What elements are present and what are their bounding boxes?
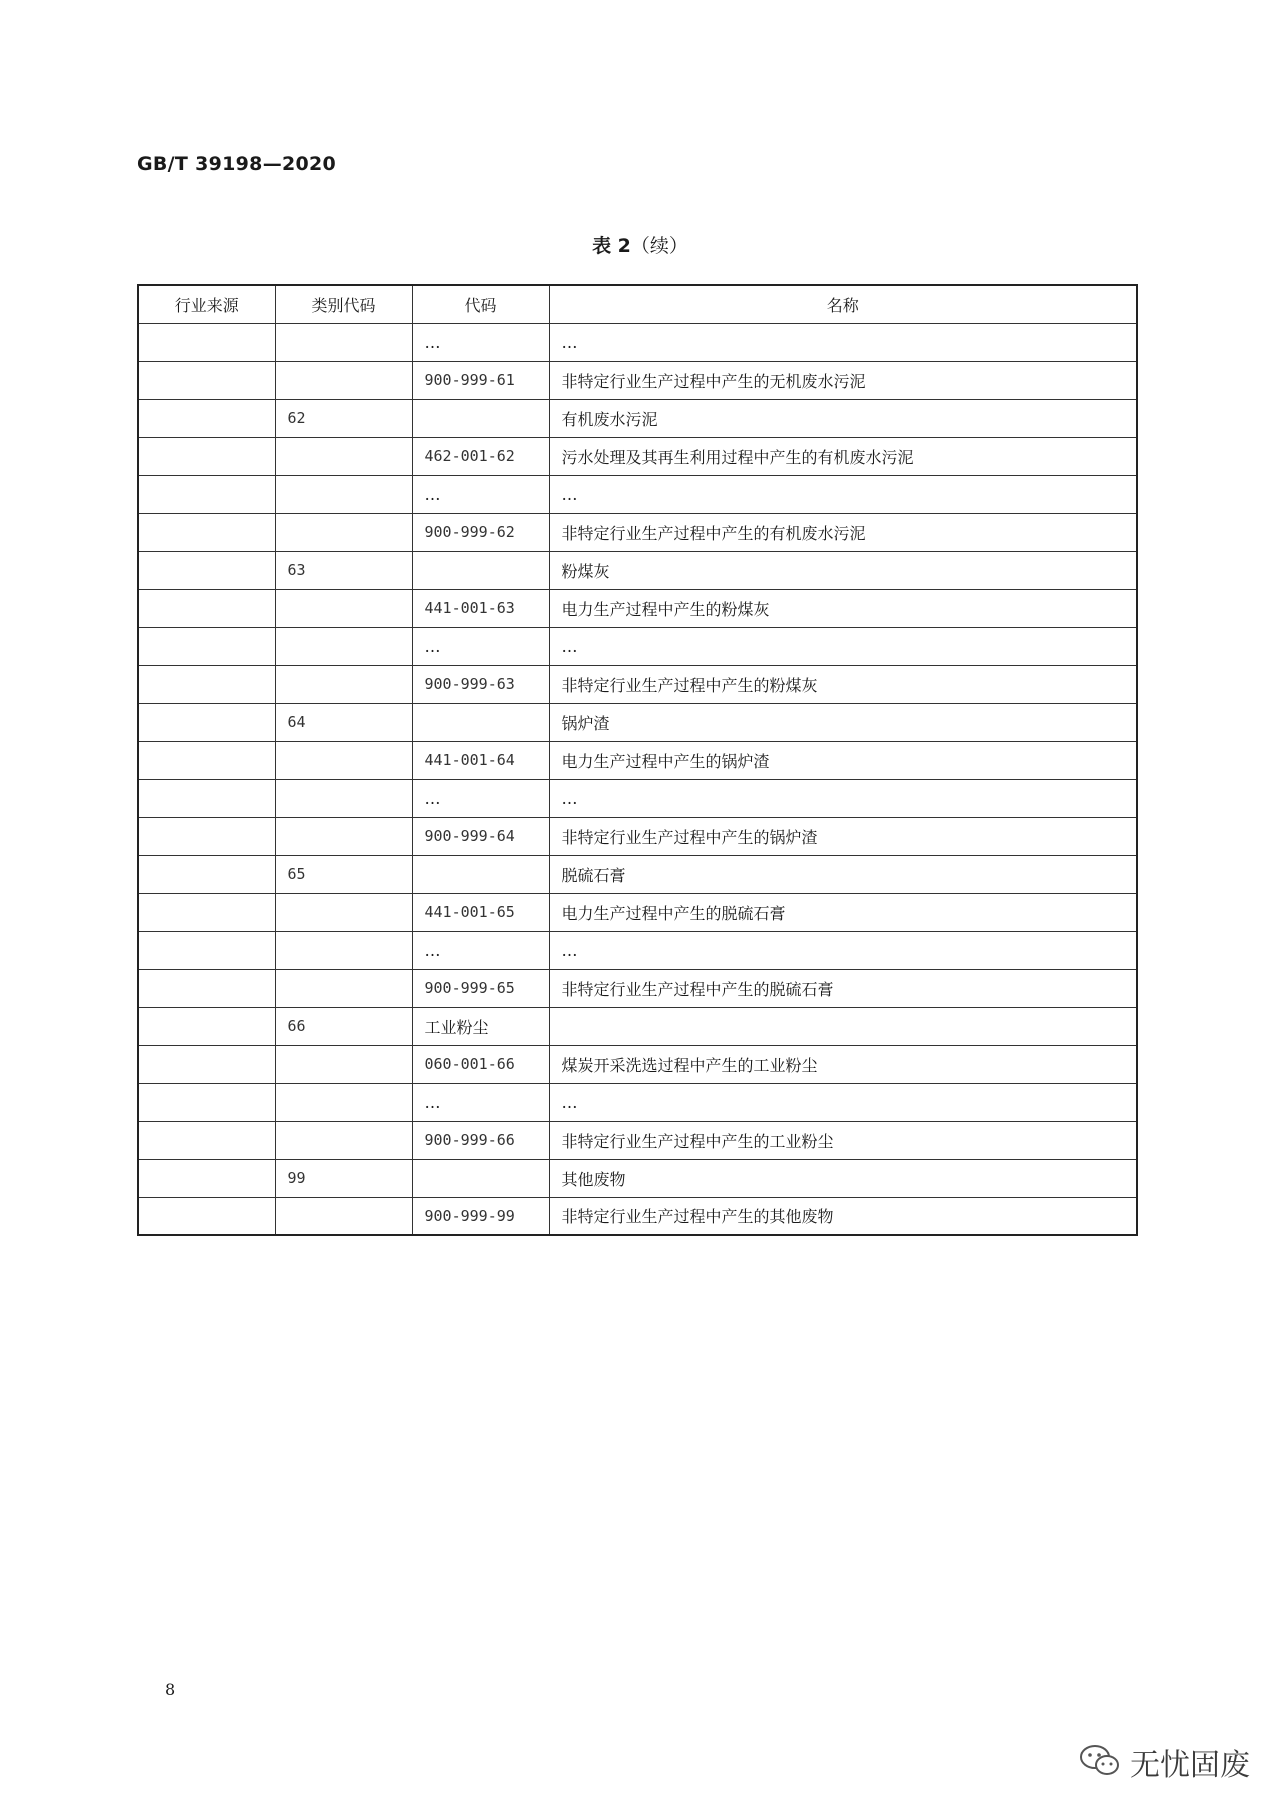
table-row	[138, 589, 1137, 627]
code-cell: …	[412, 475, 549, 513]
category-code-cell: 66	[275, 1007, 412, 1045]
industry-source-cell	[138, 1197, 275, 1235]
category-code-cell	[275, 1121, 412, 1159]
code-cell: 060-001-66	[412, 1045, 549, 1083]
name-cell: 非特定行业生产过程中产生的有机废水污泥	[549, 513, 1137, 551]
category-code-cell	[275, 627, 412, 665]
table-row	[138, 1159, 1137, 1197]
industry-source-cell	[138, 551, 275, 589]
name-cell: 非特定行业生产过程中产生的工业粉尘	[549, 1121, 1137, 1159]
table-row	[138, 323, 1137, 361]
code-cell: 900-999-61	[412, 361, 549, 399]
category-code-cell: 65	[275, 855, 412, 893]
table-row	[138, 931, 1137, 969]
table-header-row	[138, 285, 1137, 323]
category-code-cell	[275, 513, 412, 551]
name-cell: 粉煤灰	[549, 551, 1137, 589]
name-cell: 煤炭开采洗选过程中产生的工业粉尘	[549, 1045, 1137, 1083]
standard-code: GB/T 39198—2020	[137, 153, 337, 175]
code-cell: 441-001-63	[412, 589, 549, 627]
code-cell: …	[412, 931, 549, 969]
code-cell	[412, 703, 549, 741]
category-code-cell	[275, 475, 412, 513]
industry-source-cell	[138, 399, 275, 437]
name-cell	[549, 1007, 1137, 1045]
category-code-cell	[275, 437, 412, 475]
wechat-icon	[1078, 1743, 1122, 1781]
name-cell: …	[549, 323, 1137, 361]
code-cell: 900-999-99	[412, 1197, 549, 1235]
column-header-code: 代码	[412, 285, 549, 323]
industry-source-cell	[138, 589, 275, 627]
code-cell: …	[412, 627, 549, 665]
code-cell: 441-001-64	[412, 741, 549, 779]
column-header-name: 名称	[549, 285, 1137, 323]
industry-source-cell	[138, 1007, 275, 1045]
code-cell: 900-999-66	[412, 1121, 549, 1159]
industry-source-cell	[138, 931, 275, 969]
code-cell: 900-999-63	[412, 665, 549, 703]
category-code-cell	[275, 665, 412, 703]
table-body	[138, 323, 1137, 1235]
name-cell: 脱硫石膏	[549, 855, 1137, 893]
table-row	[138, 703, 1137, 741]
name-cell: 电力生产过程中产生的脱硫石膏	[549, 893, 1137, 931]
table-row	[138, 1083, 1137, 1121]
code-cell	[412, 399, 549, 437]
code-cell: 441-001-65	[412, 893, 549, 931]
table-row	[138, 1007, 1137, 1045]
industry-source-cell	[138, 703, 275, 741]
code-cell: …	[412, 1083, 549, 1121]
category-code-cell	[275, 741, 412, 779]
code-cell	[412, 855, 549, 893]
name-cell: 电力生产过程中产生的锅炉渣	[549, 741, 1137, 779]
name-cell: 非特定行业生产过程中产生的其他废物	[549, 1197, 1137, 1235]
table-row	[138, 437, 1137, 475]
table-row	[138, 855, 1137, 893]
table-row	[138, 969, 1137, 1007]
name-cell: 非特定行业生产过程中产生的脱硫石膏	[549, 969, 1137, 1007]
name-cell: 锅炉渣	[549, 703, 1137, 741]
code-cell	[412, 1159, 549, 1197]
industry-source-cell	[138, 893, 275, 931]
page-number: 8	[165, 1680, 176, 1699]
table-row	[138, 551, 1137, 589]
category-code-cell: 99	[275, 1159, 412, 1197]
industry-source-cell	[138, 323, 275, 361]
category-code-cell	[275, 893, 412, 931]
industry-source-cell	[138, 1121, 275, 1159]
industry-source-cell	[138, 361, 275, 399]
watermark-text: 无忧固废	[1130, 1748, 1250, 1783]
category-code-cell: 64	[275, 703, 412, 741]
table-title: 表 2	[592, 235, 631, 257]
name-cell: …	[549, 627, 1137, 665]
category-code-cell	[275, 589, 412, 627]
code-cell: …	[412, 779, 549, 817]
table-caption	[0, 231, 1280, 258]
table-row	[138, 627, 1137, 665]
column-header-category-code: 类别代码	[275, 285, 412, 323]
category-code-cell	[275, 931, 412, 969]
industry-source-cell	[138, 969, 275, 1007]
waste-code-table	[137, 284, 1138, 1236]
code-cell: 工业粉尘	[412, 1007, 549, 1045]
name-cell: 非特定行业生产过程中产生的无机废水污泥	[549, 361, 1137, 399]
table-continued-label: （续）	[630, 235, 688, 257]
column-header-industry-source: 行业来源	[138, 285, 275, 323]
name-cell: 污水处理及其再生利用过程中产生的有机废水污泥	[549, 437, 1137, 475]
name-cell: 非特定行业生产过程中产生的锅炉渣	[549, 817, 1137, 855]
industry-source-cell	[138, 627, 275, 665]
category-code-cell	[275, 1045, 412, 1083]
industry-source-cell	[138, 437, 275, 475]
name-cell: 有机废水污泥	[549, 399, 1137, 437]
code-cell	[412, 551, 549, 589]
table-row	[138, 361, 1137, 399]
industry-source-cell	[138, 475, 275, 513]
table-row	[138, 1121, 1137, 1159]
industry-source-cell	[138, 855, 275, 893]
industry-source-cell	[138, 1159, 275, 1197]
name-cell: 其他废物	[549, 1159, 1137, 1197]
industry-source-cell	[138, 1045, 275, 1083]
category-code-cell: 63	[275, 551, 412, 589]
table-row	[138, 399, 1137, 437]
name-cell: 电力生产过程中产生的粉煤灰	[549, 589, 1137, 627]
watermark	[1078, 1740, 1250, 1784]
category-code-cell: 62	[275, 399, 412, 437]
industry-source-cell	[138, 1083, 275, 1121]
table-row	[138, 893, 1137, 931]
table-row	[138, 475, 1137, 513]
code-cell: 900-999-64	[412, 817, 549, 855]
table-row	[138, 1197, 1137, 1235]
table-row	[138, 779, 1137, 817]
category-code-cell	[275, 1083, 412, 1121]
category-code-cell	[275, 817, 412, 855]
category-code-cell	[275, 323, 412, 361]
industry-source-cell	[138, 779, 275, 817]
table-row	[138, 513, 1137, 551]
code-cell: …	[412, 323, 549, 361]
table-row	[138, 665, 1137, 703]
name-cell: 非特定行业生产过程中产生的粉煤灰	[549, 665, 1137, 703]
category-code-cell	[275, 779, 412, 817]
code-cell: 462-001-62	[412, 437, 549, 475]
category-code-cell	[275, 1197, 412, 1235]
industry-source-cell	[138, 817, 275, 855]
code-cell: 900-999-62	[412, 513, 549, 551]
name-cell: …	[549, 1083, 1137, 1121]
name-cell: …	[549, 779, 1137, 817]
industry-source-cell	[138, 513, 275, 551]
category-code-cell	[275, 969, 412, 1007]
category-code-cell	[275, 361, 412, 399]
name-cell: …	[549, 475, 1137, 513]
table-row	[138, 741, 1137, 779]
table-row	[138, 1045, 1137, 1083]
industry-source-cell	[138, 665, 275, 703]
table-row	[138, 817, 1137, 855]
code-cell: 900-999-65	[412, 969, 549, 1007]
name-cell: …	[549, 931, 1137, 969]
industry-source-cell	[138, 741, 275, 779]
